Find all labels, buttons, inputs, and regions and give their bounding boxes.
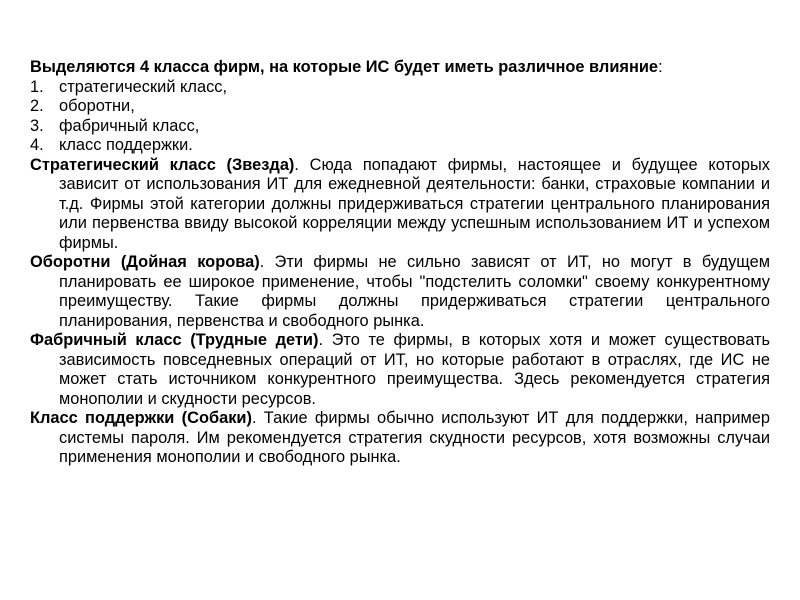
paragraph-body: . Эти фирмы не сильно зависят от ИТ, но могут в будущем планировать ее широкое применение, чтобы "подстелить соломки" своему конкурентному преимуществу. Такие фирмы должны придерживаться стратегии центрального планирования, первенства и свободного рынка. bbox=[59, 253, 770, 330]
slide-content bbox=[30, 58, 770, 468]
list-text: стратегический класс, bbox=[59, 77, 228, 96]
class-list bbox=[30, 78, 770, 156]
list-number: 3. bbox=[30, 116, 44, 135]
paragraph-title: Фабричный класс (Трудные дети) bbox=[30, 331, 319, 349]
list-item bbox=[30, 97, 770, 117]
list-item bbox=[30, 117, 770, 137]
list-number: 4. bbox=[30, 136, 44, 154]
list-text: оборотни, bbox=[59, 97, 135, 115]
paragraph-body: . Это те фирмы, в которых хотя и может существовать зависимость повседневных операций от ИТ, но которые работают в отраслях, где ИС не может стать источником конкурентного преимущества. Здесь рекомендуется стратегия монополии и скудности ресурсов. bbox=[59, 331, 770, 408]
intro-tail: : bbox=[658, 58, 663, 76]
paragraph-strategic bbox=[30, 156, 770, 254]
paragraph-support bbox=[30, 409, 770, 468]
paragraph-title: Класс поддержки (Собаки) bbox=[30, 409, 252, 427]
paragraph-title: Стратегический класс (Звезда) bbox=[30, 155, 295, 174]
list-text: фабричный класс, bbox=[59, 116, 200, 135]
paragraph-factory bbox=[30, 331, 770, 409]
intro-bold: Выделяются 4 класса фирм, на которые ИС будет иметь различное влияние bbox=[30, 58, 659, 76]
paragraph-body: . Сюда попадают фирмы, настоящее и будущее которых зависит от использования ИТ для ежедневной деятельности: банки, страховые компании и т.д. Фирмы этой категории должны придерживаться стратегии центрального планирования или первенства ввиду высокой корреляции между успешным использованием ИТ и успехом фирмы. bbox=[59, 155, 770, 252]
list-item bbox=[30, 136, 770, 156]
paragraph-body: . Такие фирмы обычно используют ИТ для поддержки, например системы пароля. Им рекомендуется стратегия скудности ресурсов, хотя возможны случаи применения монополии и свободного рынка. bbox=[59, 409, 770, 466]
paragraph-werewolves bbox=[30, 253, 770, 331]
list-text: класс поддержки. bbox=[59, 136, 193, 154]
paragraph-title: Оборотни (Дойная корова) bbox=[30, 253, 260, 271]
list-number: 1. bbox=[30, 77, 44, 96]
list-item bbox=[30, 78, 770, 98]
list-number: 2. bbox=[30, 97, 44, 115]
intro-text bbox=[30, 58, 770, 78]
